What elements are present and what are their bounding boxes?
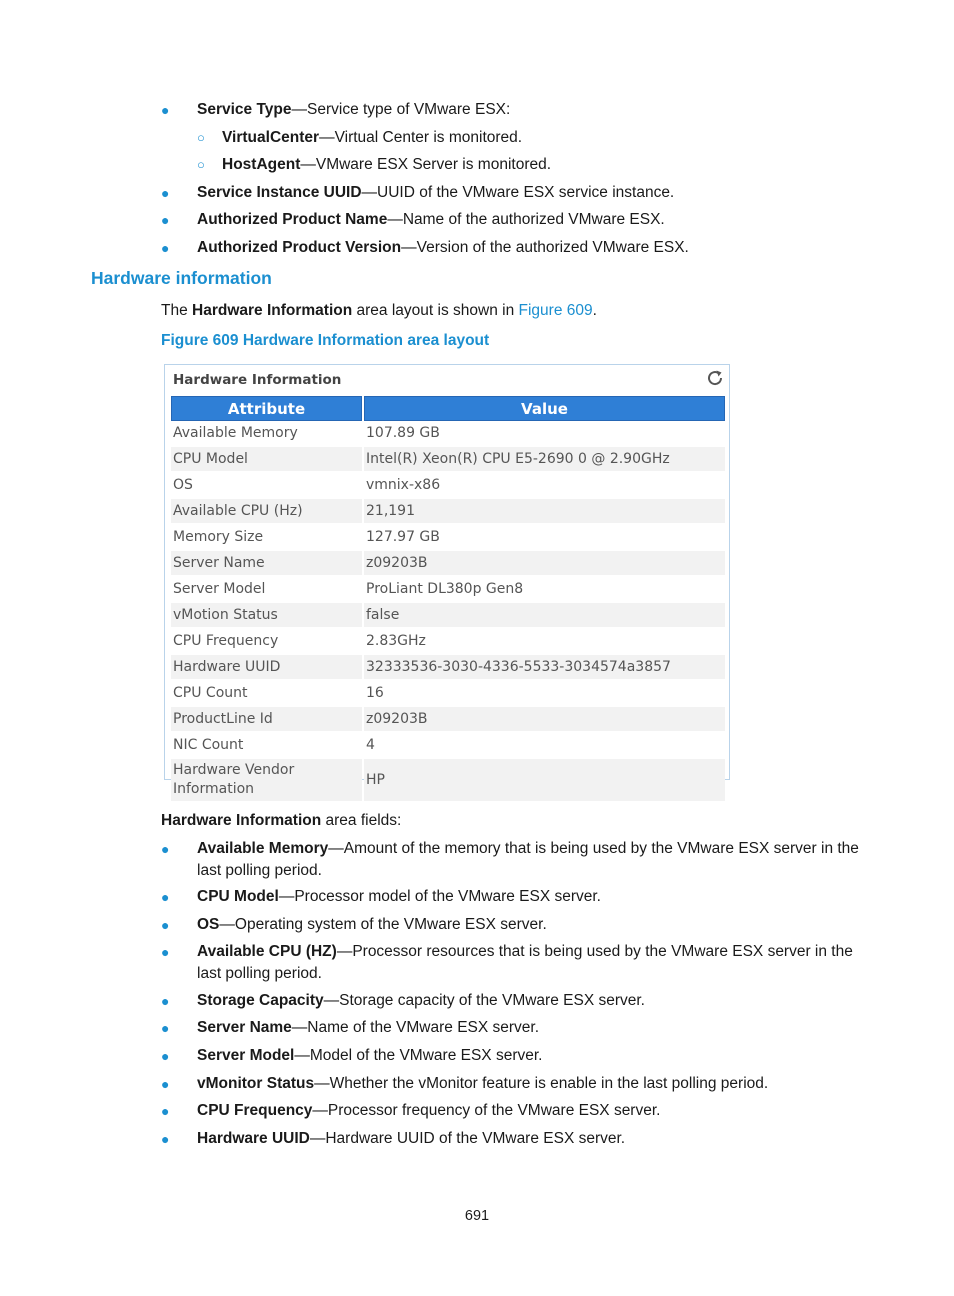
value-cell: 127.97 GB (364, 525, 725, 551)
value-cell: z09203B (364, 707, 725, 733)
table-row (171, 655, 725, 681)
sub-bullet-hostagent: ○ HostAgent—VMware ESX Server is monitored. (222, 154, 551, 176)
table-row (171, 603, 725, 629)
attribute-cell: OS (171, 473, 362, 499)
bullet-dot-icon: ● (161, 1076, 170, 1092)
value-cell: 107.89 GB (364, 421, 725, 447)
sub-bullet-virtualcenter: ○ VirtualCenter—Virtual Center is monitored. (222, 127, 522, 149)
bullet-service-type: ● Service Type—Service type of VMware ESX: (197, 99, 869, 121)
attribute-cell: Server Name (171, 551, 362, 577)
value-cell: 32333536-3030-4336-5533-3034574a3857 (364, 655, 725, 681)
value-cell: false (364, 603, 725, 629)
table-row (171, 681, 725, 707)
table-row (171, 551, 725, 577)
bullet-cpu-model: ● CPU Model—Processor model of the VMware ESX server. (197, 886, 869, 908)
attribute-cell: vMotion Status (171, 603, 362, 629)
bullet-dot-icon: ● (161, 240, 170, 256)
bullet-available-memory: ● Available Memory—Amount of the memory that is being used by the VMware ESX server in the last polling period. (161, 840, 859, 879)
table-row (171, 473, 725, 499)
bullet-storage-capacity: ● Storage Capacity—Storage capacity of the VMware ESX server. (197, 990, 869, 1012)
panel-title: Hardware Information (173, 372, 342, 388)
table-row (171, 707, 725, 733)
value-cell: Intel(R) Xeon(R) CPU E5-2690 0 @ 2.90GHz (364, 447, 725, 473)
value-cell: ProLiant DL380p Gen8 (364, 577, 725, 603)
attribute-cell: Memory Size (171, 525, 362, 551)
value-cell: 4 (364, 733, 725, 759)
bullet-dot-icon: ● (161, 1131, 170, 1147)
table-header-row (171, 396, 725, 421)
bullet-dot-icon: ● (161, 889, 170, 905)
bullet-dot-icon: ● (161, 1020, 170, 1036)
bullet-dot-icon: ● (161, 993, 170, 1009)
bullet-vmonitor-status: ● vMonitor Status—Whether the vMonitor feature is enable in the last polling period. (197, 1073, 869, 1095)
value-cell: 2.83GHz (364, 629, 725, 655)
bullet-server-name: ● Server Name—Name of the VMware ESX server. (197, 1017, 869, 1039)
table-row (171, 629, 725, 655)
table-row (171, 759, 725, 803)
fields-intro: Hardware Information area fields: (161, 812, 402, 829)
bullet-server-model: ● Server Model—Model of the VMware ESX server. (197, 1045, 869, 1067)
attribute-cell: CPU Model (171, 447, 362, 473)
bullet-hardware-uuid: ● Hardware UUID—Hardware UUID of the VMware ESX server. (197, 1128, 869, 1150)
bullet-dot-icon: ● (161, 1048, 170, 1064)
attribute-cell: CPU Count (171, 681, 362, 707)
table-row (171, 447, 725, 473)
bullet-os: ● OS—Operating system of the VMware ESX server. (197, 914, 869, 936)
bullet-cpu-frequency: ● CPU Frequency—Processor frequency of the VMware ESX server. (197, 1100, 869, 1122)
figure-caption: Figure 609 Hardware Information area layout (161, 332, 490, 349)
attribute-cell: Hardware UUID (171, 655, 362, 681)
attribute-cell: Available CPU (Hz) (171, 499, 362, 525)
bullet-dot-icon: ● (161, 1103, 170, 1119)
bullet-dot-icon: ● (161, 185, 170, 201)
bullet-dot-icon: ● (161, 841, 170, 857)
bullet-authorized-product-version: ● Authorized Product Version—Version of the authorized VMware ESX. (197, 237, 869, 259)
bullet-dot-icon: ● (161, 212, 170, 228)
attribute-cell: Hardware Vendor Information (171, 759, 362, 803)
intro-paragraph: The Hardware Information area layout is shown in Figure 609. (161, 302, 597, 319)
value-cell: 21,191 (364, 499, 725, 525)
value-cell: z09203B (364, 551, 725, 577)
table-row (171, 733, 725, 759)
attribute-cell: ProductLine Id (171, 707, 362, 733)
circle-bullet-icon: ○ (197, 157, 205, 172)
section-heading: Hardware information (91, 268, 272, 288)
attribute-cell: NIC Count (171, 733, 362, 759)
hardware-information-panel (164, 364, 730, 797)
hardware-table (169, 396, 727, 803)
page-number: 691 (464, 1208, 490, 1224)
bullet-dot-icon: ● (161, 102, 170, 118)
table-row (171, 577, 725, 603)
value-cell: vmnix-x86 (364, 473, 725, 499)
value-cell: HP (364, 759, 725, 803)
bullet-service-instance-uuid: ● Service Instance UUID—UUID of the VMware ESX service instance. (197, 182, 869, 204)
attribute-cell: Server Model (171, 577, 362, 603)
value-cell: 16 (364, 681, 725, 707)
column-header-value: Value (364, 396, 725, 421)
table-row (171, 525, 725, 551)
refresh-icon[interactable] (705, 368, 725, 388)
attribute-cell: Available Memory (171, 421, 362, 447)
bullet-authorized-product-name: ● Authorized Product Name—Name of the authorized VMware ESX. (197, 209, 869, 231)
attribute-cell: CPU Frequency (171, 629, 362, 655)
figure-link[interactable]: Figure 609 (518, 302, 593, 319)
column-header-attribute: Attribute (171, 396, 362, 421)
table-row (171, 421, 725, 447)
bullet-dot-icon: ● (161, 944, 170, 960)
table-row (171, 499, 725, 525)
bullet-dot-icon: ● (161, 917, 170, 933)
bullet-available-cpu: ● Available CPU (HZ)—Processor resources that is being used by the VMware ESX server in the last polling period. (161, 943, 853, 982)
circle-bullet-icon: ○ (197, 130, 205, 145)
